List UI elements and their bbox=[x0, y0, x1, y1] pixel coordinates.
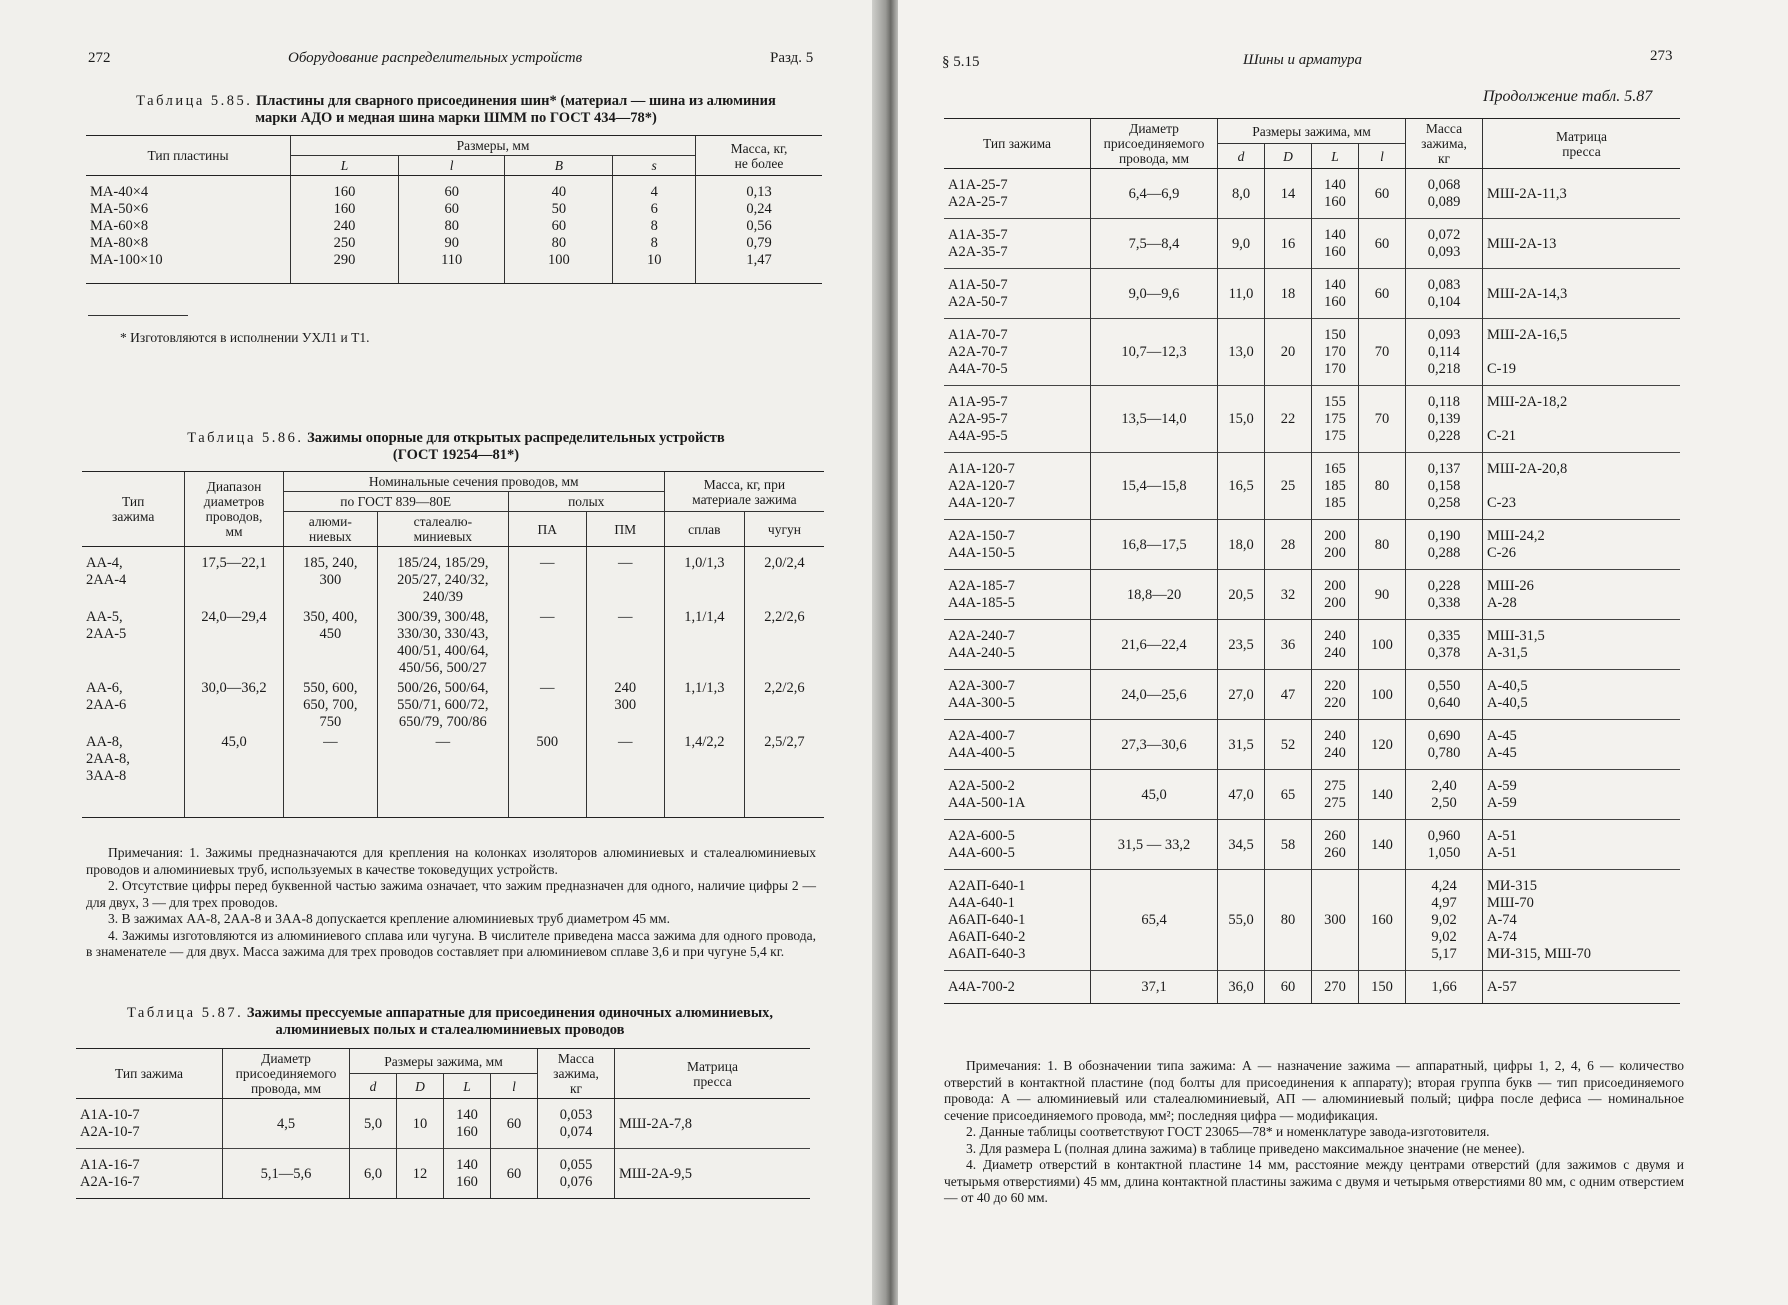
cell-type: А1А-70-7 А2А-70-7 А4А-70-5 bbox=[944, 319, 1091, 386]
cell-d: 11,0 bbox=[1218, 269, 1265, 319]
table-row bbox=[944, 820, 1680, 870]
cell-l: 60 60 80 90 110 bbox=[399, 176, 505, 284]
cell-type: АА-5, 2АА-5 bbox=[86, 609, 127, 642]
table-row bbox=[76, 1099, 810, 1149]
table-row bbox=[944, 219, 1680, 269]
cell-L: 200 200 bbox=[1312, 570, 1359, 620]
cell-mass: 1,66 bbox=[1406, 971, 1483, 1004]
cell-l: 120 bbox=[1359, 720, 1406, 770]
cell-range: 17,5—22,1 bbox=[185, 547, 283, 608]
cell-range: 45,0 bbox=[185, 732, 283, 818]
cell-mass: 0,550 0,640 bbox=[1406, 670, 1483, 720]
cell-mass: 0,118 0,139 0,228 bbox=[1406, 386, 1483, 453]
page-number-right: 273 bbox=[1650, 48, 1673, 64]
cell-type: А1А-25-7 А2А-25-7 bbox=[948, 177, 1008, 210]
table-row bbox=[944, 971, 1680, 1004]
cell-d: 8,0 bbox=[1218, 169, 1265, 219]
cell-type: А2А-500-2 А4А-500-1А bbox=[944, 770, 1091, 820]
col-steel-aluminium: сталеалю- миниевых bbox=[377, 512, 508, 547]
col-press-die: Матрица пресса bbox=[1483, 119, 1681, 169]
col-l: l bbox=[1359, 144, 1406, 169]
cell-D: 32 bbox=[1265, 570, 1312, 620]
table-585-label: Таблица 5.85. bbox=[136, 93, 253, 109]
cell-diameter: 10,7—12,3 bbox=[1091, 319, 1218, 386]
cell-type: А2А-150-7 А4А-150-5 bbox=[944, 520, 1091, 570]
col-wire-diameter: Диаметр присоединяемого провода, мм bbox=[223, 1049, 350, 1099]
col-pa: ПА bbox=[508, 512, 586, 547]
cell-d: 47,0 bbox=[1218, 770, 1265, 820]
cell-l: 90 bbox=[1359, 570, 1406, 620]
cell-diameter: 15,4—15,8 bbox=[1091, 453, 1218, 520]
cell-l: 60 bbox=[1359, 269, 1406, 319]
table-586-title-line2: (ГОСТ 19254—81*) bbox=[392, 447, 520, 463]
cell-d: 9,0 bbox=[1218, 219, 1265, 269]
cell-D: 20 bbox=[1265, 319, 1312, 386]
cell-alloy: 1,4/2,2 bbox=[664, 732, 744, 818]
col-l: l bbox=[491, 1074, 538, 1099]
cell-mass: 0,228 0,338 bbox=[1406, 570, 1483, 620]
table-row bbox=[944, 386, 1680, 453]
cell-type: А2А-185-7 А4А-185-5 bbox=[944, 570, 1091, 620]
table-row bbox=[944, 620, 1680, 670]
right-page bbox=[898, 0, 1788, 1305]
cell-L: 240 240 bbox=[1312, 720, 1359, 770]
cell-l: 140 bbox=[1359, 770, 1406, 820]
table-row bbox=[944, 720, 1680, 770]
cell-l: 70 bbox=[1359, 386, 1406, 453]
table-585-caption bbox=[86, 93, 826, 127]
table-585-title-line2: марки АДО и медная шина марки ШММ по ГОСТ 434—78*) bbox=[255, 110, 657, 126]
table-586-notes bbox=[86, 845, 816, 961]
cell-D: 60 bbox=[1265, 971, 1312, 1004]
cell-diameter: 9,0—9,6 bbox=[1091, 269, 1218, 319]
running-title-left: Оборудование распределительных устройств bbox=[288, 50, 583, 66]
col-L: L bbox=[1312, 144, 1359, 169]
cell-D: 28 bbox=[1265, 520, 1312, 570]
header-row bbox=[944, 119, 1680, 144]
table-586-title-line1: Зажимы опорные для открытых распределительных устройств bbox=[307, 430, 725, 446]
col-wire-diameter: Диаметр присоединяемого провода, мм bbox=[1091, 119, 1218, 169]
cell-pm: — bbox=[586, 607, 664, 678]
cell-type: А1А-95-7 А2А-95-7 А4А-95-5 bbox=[944, 386, 1091, 453]
table-587-part1 bbox=[76, 1048, 810, 1199]
cell-l: 60 bbox=[1359, 219, 1406, 269]
table-row bbox=[944, 269, 1680, 319]
table-586 bbox=[82, 471, 824, 818]
cell-type: А4А-700-2 bbox=[944, 971, 1091, 1004]
cell-type: А1А-10-7 А2А-10-7 bbox=[80, 1107, 140, 1140]
cell-diameter: 13,5—14,0 bbox=[1091, 386, 1218, 453]
note-3: 3. В зажимах АА-8, 2АА-8 и 3АА-8 допускается крепление алюминиевых труб диаметром 45 мм. bbox=[108, 911, 670, 926]
cell-diameter: 21,6—22,4 bbox=[1091, 620, 1218, 670]
cell-matrix: МШ-2А-11,3 bbox=[1483, 169, 1681, 219]
cell-type: АА-8, 2АА-8, 3АА-8 bbox=[82, 732, 185, 818]
cell-l: 60 bbox=[1359, 169, 1406, 219]
cell-type: А1А-120-7 А2А-120-7 А4А-120-7 bbox=[944, 453, 1091, 520]
cell-pa: — bbox=[508, 678, 586, 732]
cell-diameter: 16,8—17,5 bbox=[1091, 520, 1218, 570]
cell-matrix: А-59 А-59 bbox=[1483, 770, 1681, 820]
page-number-left: 272 bbox=[88, 50, 111, 66]
table-row bbox=[944, 870, 1680, 971]
cell-steel-aluminium: 300/39, 300/48, 330/30, 330/43, 400/51, 400/64, 450/56, 500/27 bbox=[377, 607, 508, 678]
section-label-right: § 5.15 bbox=[942, 54, 980, 70]
cell-diameter: 27,3—30,6 bbox=[1091, 720, 1218, 770]
cell-matrix: МШ-26 А-28 bbox=[1483, 570, 1681, 620]
cell-d: 16,5 bbox=[1218, 453, 1265, 520]
table-row bbox=[82, 732, 824, 818]
col-D: D bbox=[397, 1074, 444, 1099]
cell-pm: — bbox=[586, 547, 664, 608]
cell-pa: 500 bbox=[508, 732, 586, 818]
note-1: Примечания: 1. В обозначении типа зажима: А — назначение зажима — аппаратный, цифры 1, 2, 4, 6 — количество отверстий в контактной пластине (под болты для присоединения к аппарату); вторая группа букв — тип присоединяемого провода: А — алюминиевый или сталеалюминиевый, АП — алюминиевый полый; цифра после дефиса — номинальное сечение присоединяемого провода, мм²; последняя цифра — модификация. bbox=[944, 1058, 1684, 1123]
note-4: 4. Диаметр отверстий в контактной пластине 14 мм, расстояние между центрами отверстий (для зажимов с двумя и четырьмя отверстиями) 45 мм, длина контактной пластины зажима с двумя и четырьмя отверстиями 80 мм, с одним отверстием — от 40 до 60 мм. bbox=[944, 1157, 1684, 1205]
cell-l: 160 bbox=[1359, 870, 1406, 971]
cell-L: 150 170 170 bbox=[1312, 319, 1359, 386]
cell-alloy: 1,1/1,3 bbox=[664, 678, 744, 732]
table-row bbox=[944, 570, 1680, 620]
cell-mass: 0,137 0,158 0,258 bbox=[1406, 453, 1483, 520]
note-2: 2. Отсутствие цифры перед буквенной частью зажима означает, что зажим предназначен для одного, наличие цифры 2 — для двух, 3 — для трех проводов. bbox=[86, 878, 816, 910]
col-clamp-sizes: Размеры зажима, мм bbox=[1218, 119, 1406, 144]
cell-L: 220 220 bbox=[1312, 670, 1359, 720]
cell-type: МА-40×4 МА-50×6 МА-60×8 МА-80×8 МА-100×10 bbox=[86, 176, 291, 284]
cell-L: 160 160 240 250 290 bbox=[291, 176, 399, 284]
col-B: B bbox=[505, 156, 613, 176]
cell-D: 16 bbox=[1265, 219, 1312, 269]
cell-D: 52 bbox=[1265, 720, 1312, 770]
cell-mass: 4,24 4,97 9,02 9,02 5,17 bbox=[1406, 870, 1483, 971]
cell-mass: 0,053 0,074 bbox=[538, 1099, 615, 1149]
cell-L: 260 260 bbox=[1312, 820, 1359, 870]
cell-mass: 0,13 0,24 0,56 0,79 1,47 bbox=[696, 176, 823, 284]
cell-l: 100 bbox=[1359, 620, 1406, 670]
table-row bbox=[82, 547, 824, 608]
cell-mass: 2,40 2,50 bbox=[1406, 770, 1483, 820]
table-row bbox=[76, 1149, 810, 1199]
col-alloy: сплав bbox=[664, 512, 744, 547]
col-s: s bbox=[613, 156, 696, 176]
cell-D: 25 bbox=[1265, 453, 1312, 520]
cell-diameter: 7,5—8,4 bbox=[1091, 219, 1218, 269]
running-title-right: Шины и арматура bbox=[1243, 52, 1362, 68]
header-row bbox=[76, 1049, 810, 1074]
cell-diameter: 24,0—25,6 bbox=[1091, 670, 1218, 720]
col-clamp-sizes: Размеры зажима, мм bbox=[350, 1049, 538, 1074]
cell-d: 36,0 bbox=[1218, 971, 1265, 1004]
cell-d: 31,5 bbox=[1218, 720, 1265, 770]
cell-l: 80 bbox=[1359, 520, 1406, 570]
cell-d: 23,5 bbox=[1218, 620, 1265, 670]
cell-type: А1А-16-7 А2А-16-7 bbox=[76, 1149, 223, 1199]
table-row bbox=[944, 520, 1680, 570]
table-587-caption bbox=[80, 1005, 820, 1039]
col-cast-iron: чугун bbox=[744, 512, 824, 547]
cell-D: 14 bbox=[1265, 169, 1312, 219]
cell-D: 12 bbox=[397, 1149, 444, 1199]
cell-d: 34,5 bbox=[1218, 820, 1265, 870]
cell-aluminium: 550, 600, 650, 700, 750 bbox=[283, 678, 377, 732]
cell-type: А2А-400-7 А4А-400-5 bbox=[944, 720, 1091, 770]
col-clamp-type: Тип зажима bbox=[82, 472, 185, 547]
cell-matrix: МШ-2А-9,5 bbox=[615, 1149, 811, 1199]
cell-mass: 0,335 0,378 bbox=[1406, 620, 1483, 670]
col-plate-type: Тип пластины bbox=[86, 136, 291, 176]
cell-aluminium: 185, 240, 300 bbox=[283, 547, 377, 608]
note-2: 2. Данные таблицы соответствуют ГОСТ 23065—78* и номенклатуре завода-изготовителя. bbox=[966, 1124, 1490, 1139]
cell-L: 140 160 bbox=[1312, 269, 1359, 319]
cell-mass: 0,068 0,089 bbox=[1406, 169, 1483, 219]
cell-cast-iron: 2,5/2,7 bbox=[744, 732, 824, 818]
col-clamp-mass: Масса зажима, кг bbox=[538, 1049, 615, 1099]
table-587-notes bbox=[944, 1058, 1684, 1207]
cell-matrix: МШ-2А-13 bbox=[1483, 219, 1681, 269]
cell-mass: 0,083 0,104 bbox=[1406, 269, 1483, 319]
cell-D: 80 bbox=[1265, 870, 1312, 971]
cell-diameter: 18,8—20 bbox=[1091, 570, 1218, 620]
cell-l: 60 bbox=[491, 1099, 538, 1149]
cell-matrix: МШ-31,5 А-31,5 bbox=[1483, 620, 1681, 670]
table-585 bbox=[86, 135, 822, 284]
cell-steel-aluminium: — bbox=[377, 732, 508, 818]
cell-cast-iron: 2,0/2,4 bbox=[744, 547, 824, 608]
note-3: 3. Для размера L (полная длина зажима) в таблице приведено максимальное значение (не менее). bbox=[966, 1140, 1525, 1156]
cell-D: 10 bbox=[397, 1099, 444, 1149]
cell-mass: 0,072 0,093 bbox=[1406, 219, 1483, 269]
cell-diameter: 45,0 bbox=[1091, 770, 1218, 820]
table-587-title-line1: Зажимы прессуемые аппаратные для присоединения одиночных алюминиевых, bbox=[246, 1005, 774, 1021]
cell-matrix: МШ-2А-18,2 С-21 bbox=[1483, 386, 1681, 453]
cell-L: 165 185 185 bbox=[1312, 453, 1359, 520]
cell-matrix: А-51 А-51 bbox=[1483, 820, 1681, 870]
col-mass: Масса, кг, при материале зажима bbox=[664, 472, 824, 512]
cell-cast-iron: 2,2/2,6 bbox=[744, 607, 824, 678]
cell-l: 100 bbox=[1359, 670, 1406, 720]
left-page bbox=[0, 0, 880, 1305]
table-585-footnote: * Изготовляются в исполнении УХЛ1 и Т1. bbox=[120, 330, 370, 345]
table-587-label: Таблица 5.87. bbox=[126, 1005, 244, 1021]
col-clamp-type: Тип зажима bbox=[944, 119, 1091, 169]
cell-L: 140 160 bbox=[444, 1149, 491, 1199]
cell-L: 140 160 bbox=[444, 1099, 491, 1149]
cell-d: 20,5 bbox=[1218, 570, 1265, 620]
table-row bbox=[944, 670, 1680, 720]
cell-range: 30,0—36,2 bbox=[185, 678, 283, 732]
cell-aluminium: 350, 400, 450 bbox=[283, 607, 377, 678]
cell-mass: 0,055 0,076 bbox=[538, 1149, 615, 1199]
col-d: d bbox=[1218, 144, 1265, 169]
cell-L: 140 160 bbox=[1312, 169, 1359, 219]
cell-L: 140 160 bbox=[1312, 219, 1359, 269]
cell-steel-aluminium: 500/26, 500/64, 550/71, 600/72, 650/79, 700/86 bbox=[377, 678, 508, 732]
cell-matrix: МШ-2А-20,8 С-23 bbox=[1483, 453, 1681, 520]
cell-mass: 0,093 0,114 0,218 bbox=[1406, 319, 1483, 386]
cell-diameter: 5,1—5,6 bbox=[223, 1149, 350, 1199]
cell-pa: — bbox=[508, 547, 586, 608]
cell-aluminium: — bbox=[283, 732, 377, 818]
cell-alloy: 1,0/1,3 bbox=[664, 547, 744, 608]
cell-diameter: 6,4—6,9 bbox=[1091, 169, 1218, 219]
cell-pa: — bbox=[508, 607, 586, 678]
col-sizes: Размеры, мм bbox=[291, 136, 696, 156]
cell-steel-aluminium: 185/24, 185/29, 205/27, 240/32, 240/39 bbox=[377, 547, 508, 608]
col-pm: ПМ bbox=[586, 512, 664, 547]
cell-L: 275 275 bbox=[1312, 770, 1359, 820]
cell-matrix: А-40,5 А-40,5 bbox=[1483, 670, 1681, 720]
cell-d: 55,0 bbox=[1218, 870, 1265, 971]
cell-l: 140 bbox=[1359, 820, 1406, 870]
cell-mass: 0,960 1,050 bbox=[1406, 820, 1483, 870]
table-row bbox=[82, 678, 824, 732]
cell-D: 18 bbox=[1265, 269, 1312, 319]
cell-d: 18,0 bbox=[1218, 520, 1265, 570]
cell-range: 24,0—29,4 bbox=[185, 607, 283, 678]
cell-D: 47 bbox=[1265, 670, 1312, 720]
cell-l: 70 bbox=[1359, 319, 1406, 386]
col-diameter-range: Диапазон диаметров проводов, мм bbox=[185, 472, 283, 547]
cell-diameter: 37,1 bbox=[1091, 971, 1218, 1004]
cell-D: 22 bbox=[1265, 386, 1312, 453]
cell-d: 6,0 bbox=[350, 1149, 397, 1199]
cell-D: 58 bbox=[1265, 820, 1312, 870]
cell-matrix: МШ-24,2 С-26 bbox=[1483, 520, 1681, 570]
col-clamp-type: Тип зажима bbox=[76, 1049, 223, 1099]
cell-pm: 240 300 bbox=[586, 678, 664, 732]
table-row bbox=[944, 169, 1680, 219]
col-hollow: полых bbox=[508, 492, 664, 512]
cell-matrix: МИ-315 МШ-70 А-74 А-74 МИ-315, МШ-70 bbox=[1483, 870, 1681, 971]
cell-cast-iron: 2,2/2,6 bbox=[744, 678, 824, 732]
cell-diameter: 65,4 bbox=[1091, 870, 1218, 971]
table-row bbox=[944, 770, 1680, 820]
cell-matrix: А-57 bbox=[1483, 971, 1681, 1004]
table-row bbox=[86, 176, 822, 284]
table-585-title-line1: Пластины для сварного присоединения шин* (материал — шина из алюминия bbox=[256, 93, 776, 109]
cell-L: 155 175 175 bbox=[1312, 386, 1359, 453]
cell-type: А2А-240-7 А4А-240-5 bbox=[944, 620, 1091, 670]
cell-type: А2АП-640-1 А4А-640-1 А6АП-640-1 А6АП-640-2 А6АП-640-3 bbox=[944, 870, 1091, 971]
note-4: 4. Зажимы изготовляются из алюминиевого сплава или чугуна. В числителе приведена масса зажима для одного провода, в знаменателе — для двух. Масса зажима для трех проводов составляет при алюминиевом сплаве 3,6 и при чугуне 5,4 кг. bbox=[86, 927, 816, 959]
cell-matrix: А-45 А-45 bbox=[1483, 720, 1681, 770]
table-row bbox=[944, 319, 1680, 386]
col-nominal: Номинальные сечения проводов, мм bbox=[283, 472, 664, 492]
cell-L: 200 200 bbox=[1312, 520, 1359, 570]
col-d: d bbox=[350, 1074, 397, 1099]
col-gost: по ГОСТ 839—80Е bbox=[283, 492, 508, 512]
cell-pm: — bbox=[586, 732, 664, 818]
cell-diameter: 31,5 — 33,2 bbox=[1091, 820, 1218, 870]
footnote-rule bbox=[88, 315, 188, 316]
cell-type: А1А-35-7 А2А-35-7 bbox=[944, 219, 1091, 269]
cell-d: 15,0 bbox=[1218, 386, 1265, 453]
cell-D: 36 bbox=[1265, 620, 1312, 670]
cell-D: 65 bbox=[1265, 770, 1312, 820]
cell-l: 80 bbox=[1359, 453, 1406, 520]
cell-type: АА-6, 2АА-6 bbox=[86, 680, 127, 713]
cell-mass: 0,190 0,288 bbox=[1406, 520, 1483, 570]
col-D: D bbox=[1265, 144, 1312, 169]
cell-type: АА-4, 2АА-4 bbox=[86, 555, 127, 588]
cell-L: 240 240 bbox=[1312, 620, 1359, 670]
cell-s: 4 6 8 8 10 bbox=[613, 176, 696, 284]
cell-L: 300 bbox=[1312, 870, 1359, 971]
col-press-die: Матрица пресса bbox=[615, 1049, 811, 1099]
cell-mass: 0,690 0,780 bbox=[1406, 720, 1483, 770]
cell-type: А2А-300-7 А4А-300-5 bbox=[944, 670, 1091, 720]
table-continuation-label: Продолжение табл. 5.87 bbox=[1483, 88, 1653, 105]
cell-diameter: 4,5 bbox=[223, 1099, 350, 1149]
cell-d: 13,0 bbox=[1218, 319, 1265, 386]
col-l: l bbox=[399, 156, 505, 176]
note-1: Примечания: 1. Зажимы предназначаются для крепления на колонках изоляторов алюминиевых и сталеалюминиевых проводов и алюминиевых труб, используемых в качестве токоведущих устройств. bbox=[86, 845, 816, 877]
col-aluminium: алюми- ниевых bbox=[283, 512, 377, 547]
table-row bbox=[82, 607, 824, 678]
col-clamp-mass: Масса зажима, кг bbox=[1406, 119, 1483, 169]
cell-matrix: МШ-2А-7,8 bbox=[615, 1099, 811, 1149]
cell-B: 40 50 60 80 100 bbox=[505, 176, 613, 284]
table-row bbox=[944, 453, 1680, 520]
table-586-label: Таблица 5.86. bbox=[187, 430, 304, 446]
cell-alloy: 1,1/1,4 bbox=[664, 607, 744, 678]
cell-l: 150 bbox=[1359, 971, 1406, 1004]
cell-type: А1А-50-7 А2А-50-7 bbox=[944, 269, 1091, 319]
cell-d: 27,0 bbox=[1218, 670, 1265, 720]
section-label-left: Разд. 5 bbox=[770, 50, 814, 66]
cell-matrix: МШ-2А-14,3 bbox=[1483, 269, 1681, 319]
cell-l: 60 bbox=[491, 1149, 538, 1199]
col-mass: Масса, кг, не более bbox=[696, 136, 823, 176]
cell-type: А2А-600-5 А4А-600-5 bbox=[944, 820, 1091, 870]
table-587-part2 bbox=[944, 118, 1680, 1004]
cell-matrix: МШ-2А-16,5 С-19 bbox=[1483, 319, 1681, 386]
table-586-caption bbox=[86, 430, 826, 464]
cell-d: 5,0 bbox=[350, 1099, 397, 1149]
col-L: L bbox=[444, 1074, 491, 1099]
col-L: L bbox=[291, 156, 399, 176]
table-587-title-line2: алюминиевых полых и сталеалюминиевых проводов bbox=[275, 1022, 625, 1038]
cell-L: 270 bbox=[1312, 971, 1359, 1004]
